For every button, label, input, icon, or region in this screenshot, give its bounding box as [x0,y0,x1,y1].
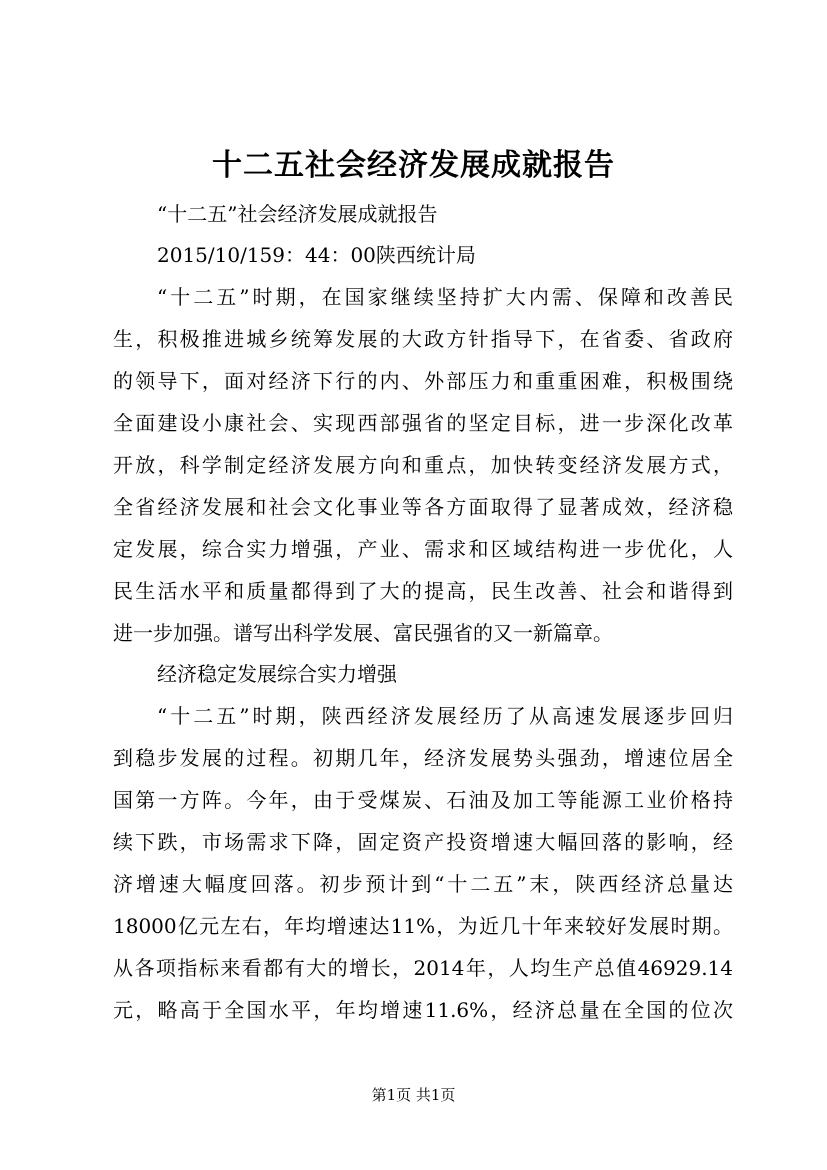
paragraph-1-line: 全省经济发展和社会文化事业等各方面取得了显著成效，经济稳 [113,495,733,519]
section-heading: 经济稳定发展综合实力增强 [157,662,397,686]
paragraph-2-line: 18000亿元左右，年均增速达11%，为近几十年来较好发展时期。 [113,914,733,938]
paragraph-1-line: 定发展，综合实力增强，产业、需求和区域结构进一步优化，人 [113,537,733,561]
paragraph-1-line: 全面建设小康社会、实现西部强省的坚定目标，进一步深化改革 [113,411,733,435]
paragraph-1-line: 民生活水平和质量都得到了大的提高，民生改善、社会和谐得到 [113,579,733,603]
paragraph-1-line: 进一步加强。谱写出科学发展、富民强省的又一新篇章。 [113,621,613,645]
paragraph-2-line: 从各项指标来看都有大的增长，2014年，人均生产总值46929.14 [113,956,733,980]
paragraph-2-line: 元，略高于全国水平，年均增速11.6%，经济总量在全国的位次 [113,998,733,1022]
paragraph-2-line: “十二五”时期，陕西经济发展经历了从高速发展逐步回归 [157,704,733,728]
document-title: 十二五社会经济发展成就报告 [212,148,615,183]
document-subtitle: “十二五”社会经济发展成就报告 [157,202,438,226]
dateline: 2015/10/159：44：00陕西统计局 [157,243,476,267]
paragraph-1-line: “十二五”时期，在国家继续坚持扩大内需、保障和改善民 [157,285,733,309]
paragraph-1-line: 的领导下，面对经济下行的内、外部压力和重重困难，积极围绕 [113,369,733,393]
paragraph-2-line: 国第一方阵。今年，由于受煤炭、石油及加工等能源工业价格持 [113,788,733,812]
paragraph-1-line: 生，积极推进城乡统筹发展的大政方针指导下，在省委、省政府 [113,327,733,351]
paragraph-2-line: 济增速大幅度回落。初步预计到“十二五”末，陕西经济总量达 [113,872,733,896]
paragraph-2-line: 续下跌，市场需求下降，固定资产投资增速大幅回落的影响，经 [113,830,733,854]
paragraph-2-line: 到稳步发展的过程。初期几年，经济发展势头强劲，增速位居全 [113,746,733,770]
page-footer: 第1页 共1页 [371,1086,456,1104]
paragraph-1-line: 开放，科学制定经济发展方向和重点，加快转变经济发展方式， [113,453,733,477]
